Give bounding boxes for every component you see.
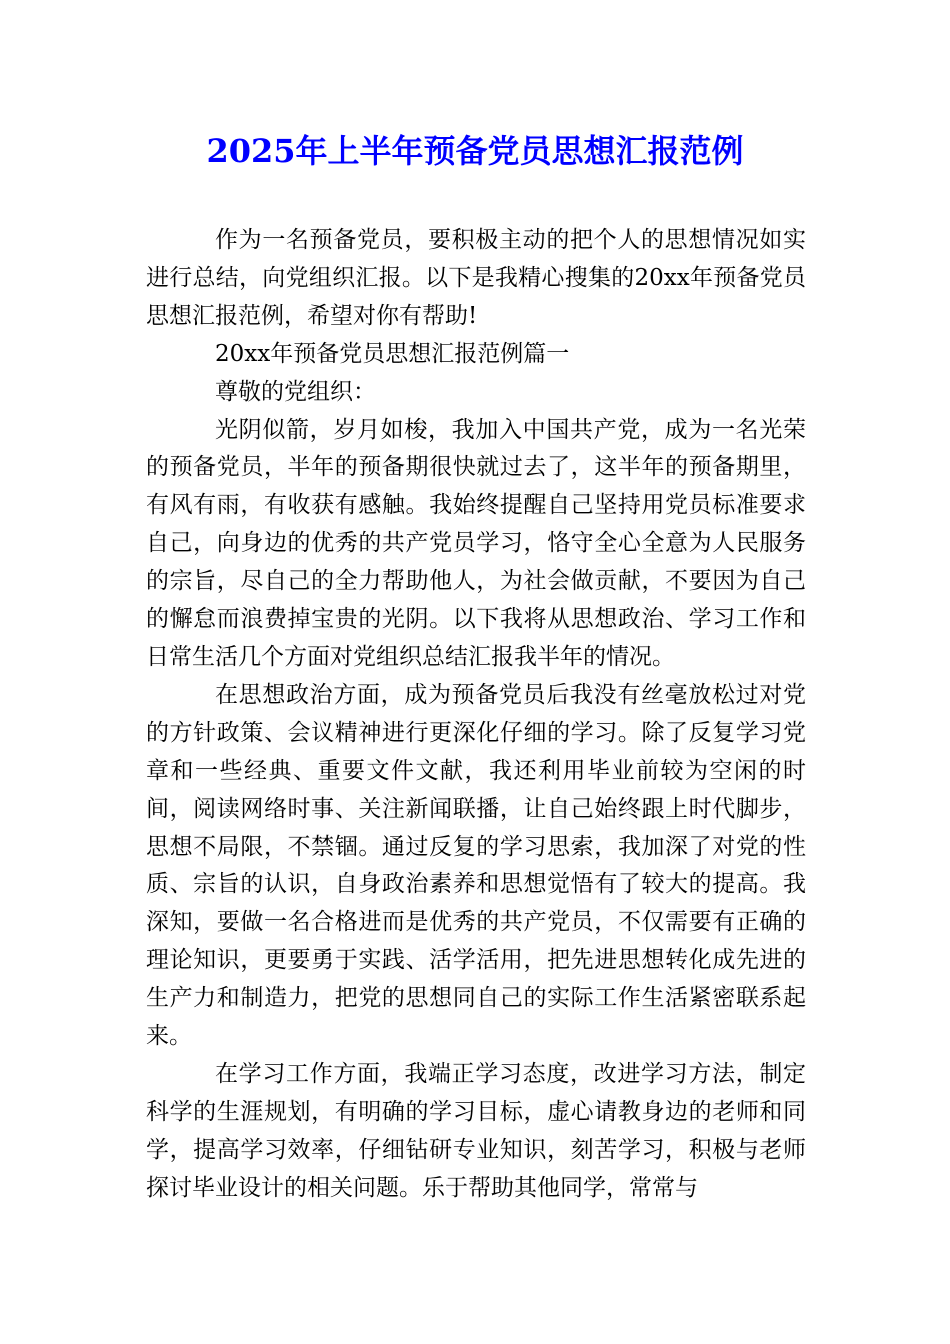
document-body xyxy=(146,222,806,1208)
document-title: 2025年上半年预备党员思想汇报范例 xyxy=(206,132,744,170)
body-paragraph: 在思想政治方面，成为预备党员后我没有丝毫放松过对党的方针政策、会议精神进行更深化仔细的学习。除了反复学习党章和一些经典、重要文件文献，我还利用毕业前较为空闲的时间，阅读网络时事、关注新闻联播，让自己始终跟上时代脚步，思想不局限，不禁锢。通过反复的学习思索，我加深了对党的性质、宗旨的认识，自身政治素养和思想觉悟有了较大的提高。我深知，要做一名合格进而是优秀的共产党员，不仅需要有正确的理论知识，更要勇于实践、活学活用，把先进思想转化成先进的生产力和制造力，把党的思想同自己的实际工作生活紧密联系起来。 xyxy=(146,681,806,1050)
intro-paragraph: 作为一名预备党员，要积极主动的把个人的思想情况如实进行总结，向党组织汇报。以下是我精心搜集的20xx年预备党员思想汇报范例，希望对你有帮助! xyxy=(146,227,806,329)
body-paragraph: 光阴似箭，岁月如梭，我加入中国共产党，成为一名光荣的预备党员，半年的预备期很快就过去了，这半年的预备期里，有风有雨，有收获有感触。我始终提醒自己坚持用党员标准要求自己，向身边的优秀的共产党员学习，恪守全心全意为人民服务的宗旨，尽自己的全力帮助他人，为社会做贡献，不要因为自己的懈怠而浪费掉宝贵的光阴。以下我将从思想政治、学习工作和日常生活几个方面对党组织总结汇报我半年的情况。 xyxy=(146,416,806,670)
section-heading: 20xx年预备党员思想汇报范例篇一 xyxy=(215,340,570,367)
body-paragraph: 在学习工作方面，我端正学习态度，改进学习方法，制定科学的生涯规划，有明确的学习目标，虚心请教身边的老师和同学，提高学习效率，仔细钻研专业知识，刻苦学习，积极与老师探讨毕业设计的相关问题。乐于帮助其他同学，常常与 xyxy=(146,1060,806,1201)
salutation: 尊敬的党组织： xyxy=(215,378,376,405)
